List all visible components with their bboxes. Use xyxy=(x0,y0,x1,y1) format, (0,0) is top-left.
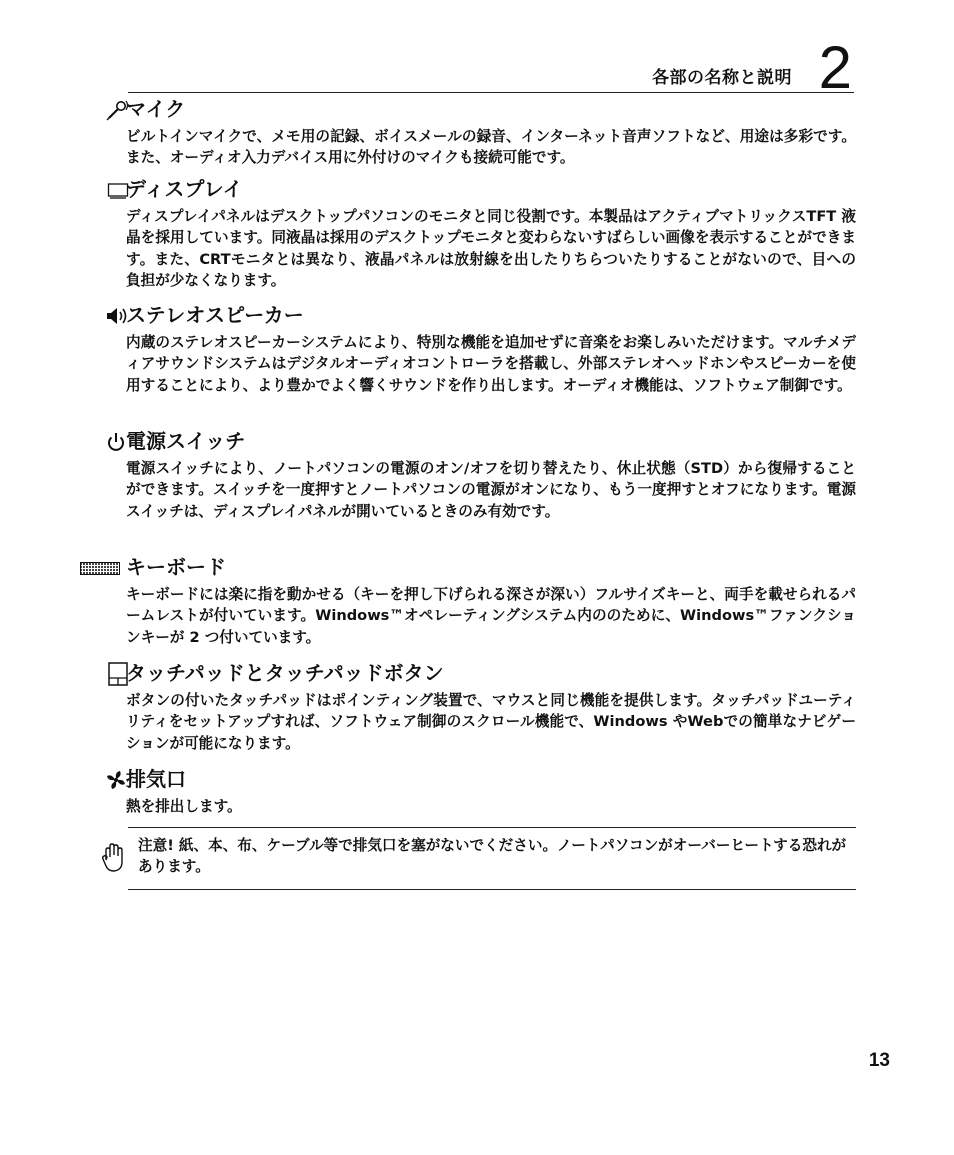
section-title: マイク xyxy=(126,97,186,121)
section-body: ボタンの付いたタッチパッドはポインティング装置で、マウスと同じ機能を提供します。タッチパッドユーティリティをセットアップすれば、ソフトウェア制御のスクロール機能で、Windows やWebでの簡単なナビゲーションが可能になります。 xyxy=(126,692,856,752)
page-header xyxy=(128,30,854,101)
section-body: ディスプレイパネルはデスクトップパソコンのモニタと同じ役割です。本製品はアクティブマトリックスTFT 液晶を採用しています。同液晶は採用のデスクトップモニタと変わらないすばらしい画像を表示することができます。また、CRTモニタとは異なり、液晶パネルは放射線を出したりちらついたりすることがないので、目への負担が少なくなります。 xyxy=(126,208,856,289)
section-title: 排気口 xyxy=(126,767,186,791)
page-number: 13 xyxy=(868,1050,890,1071)
section-body: 電源スイッチにより、ノートパソコンの電源のオン/オフを切り替えたり、休止状態（STD）から復帰することができます。スイッチを一度押すとノートパソコンの電源がオンになり、もう一度押すとオフになります。電源スイッチは、ディスプレイパネルが開いているときのみ有効です。 xyxy=(126,460,856,520)
section-title: ディスプレイ xyxy=(126,177,243,201)
section-touchpad xyxy=(80,660,856,754)
section-power-switch xyxy=(80,428,856,522)
section-keyboard xyxy=(80,554,856,648)
chapter-number: 2 xyxy=(818,34,852,101)
section-title: キーボード xyxy=(126,555,226,579)
section-body: 熱を排出します。 xyxy=(126,798,242,815)
keyboard-icon xyxy=(80,555,120,581)
section-speakers xyxy=(80,302,856,396)
section-title: 電源スイッチ xyxy=(126,429,246,453)
section-body: 内蔵のステレオスピーカーシステムにより、特別な機能を追加せずに音楽をお楽しみいただけます。マルチメディアサウンドシステムはデジタルオーディオコントローラを搭載し、外部ステレオヘッドホンやスピーカーを使用することにより、より豊かでよく響くサウンドを作り出します。オーディオ機能は、ソフトウェア制御です。 xyxy=(126,334,856,394)
section-body: キーボードには楽に指を動かせる（キーを押し下げられる深さが深い）フルサイズキーと、両手を載せられるパームレストが付いています。Windows™オペレーティングシステム内ののために、Windows™ファンクションキーが 2 つ付いています。 xyxy=(126,586,856,646)
section-microphone xyxy=(80,96,856,169)
section-display xyxy=(80,176,856,291)
section-air-vents xyxy=(80,766,856,817)
section-body: ビルトインマイクで、メモ用の記録、ボイスメールの録音、インターネット音声ソフトなど、用途は多彩です。また、オーディオ入力デバイス用に外付けのマイクも接続可能です。 xyxy=(126,128,856,167)
caution-text: 注意! 紙、本、布、ケーブル等で排気口を塞がないでください。ノートパソコンがオーバーヒートする恐れがあります。 xyxy=(138,837,847,876)
section-title: ステレオスピーカー xyxy=(126,303,304,327)
caution-hand-icon xyxy=(100,840,126,874)
caution-note xyxy=(128,827,856,890)
header-title: 各部の名称と説明 xyxy=(652,68,792,88)
section-title: タッチパッドとタッチパッドボタン xyxy=(126,661,444,685)
